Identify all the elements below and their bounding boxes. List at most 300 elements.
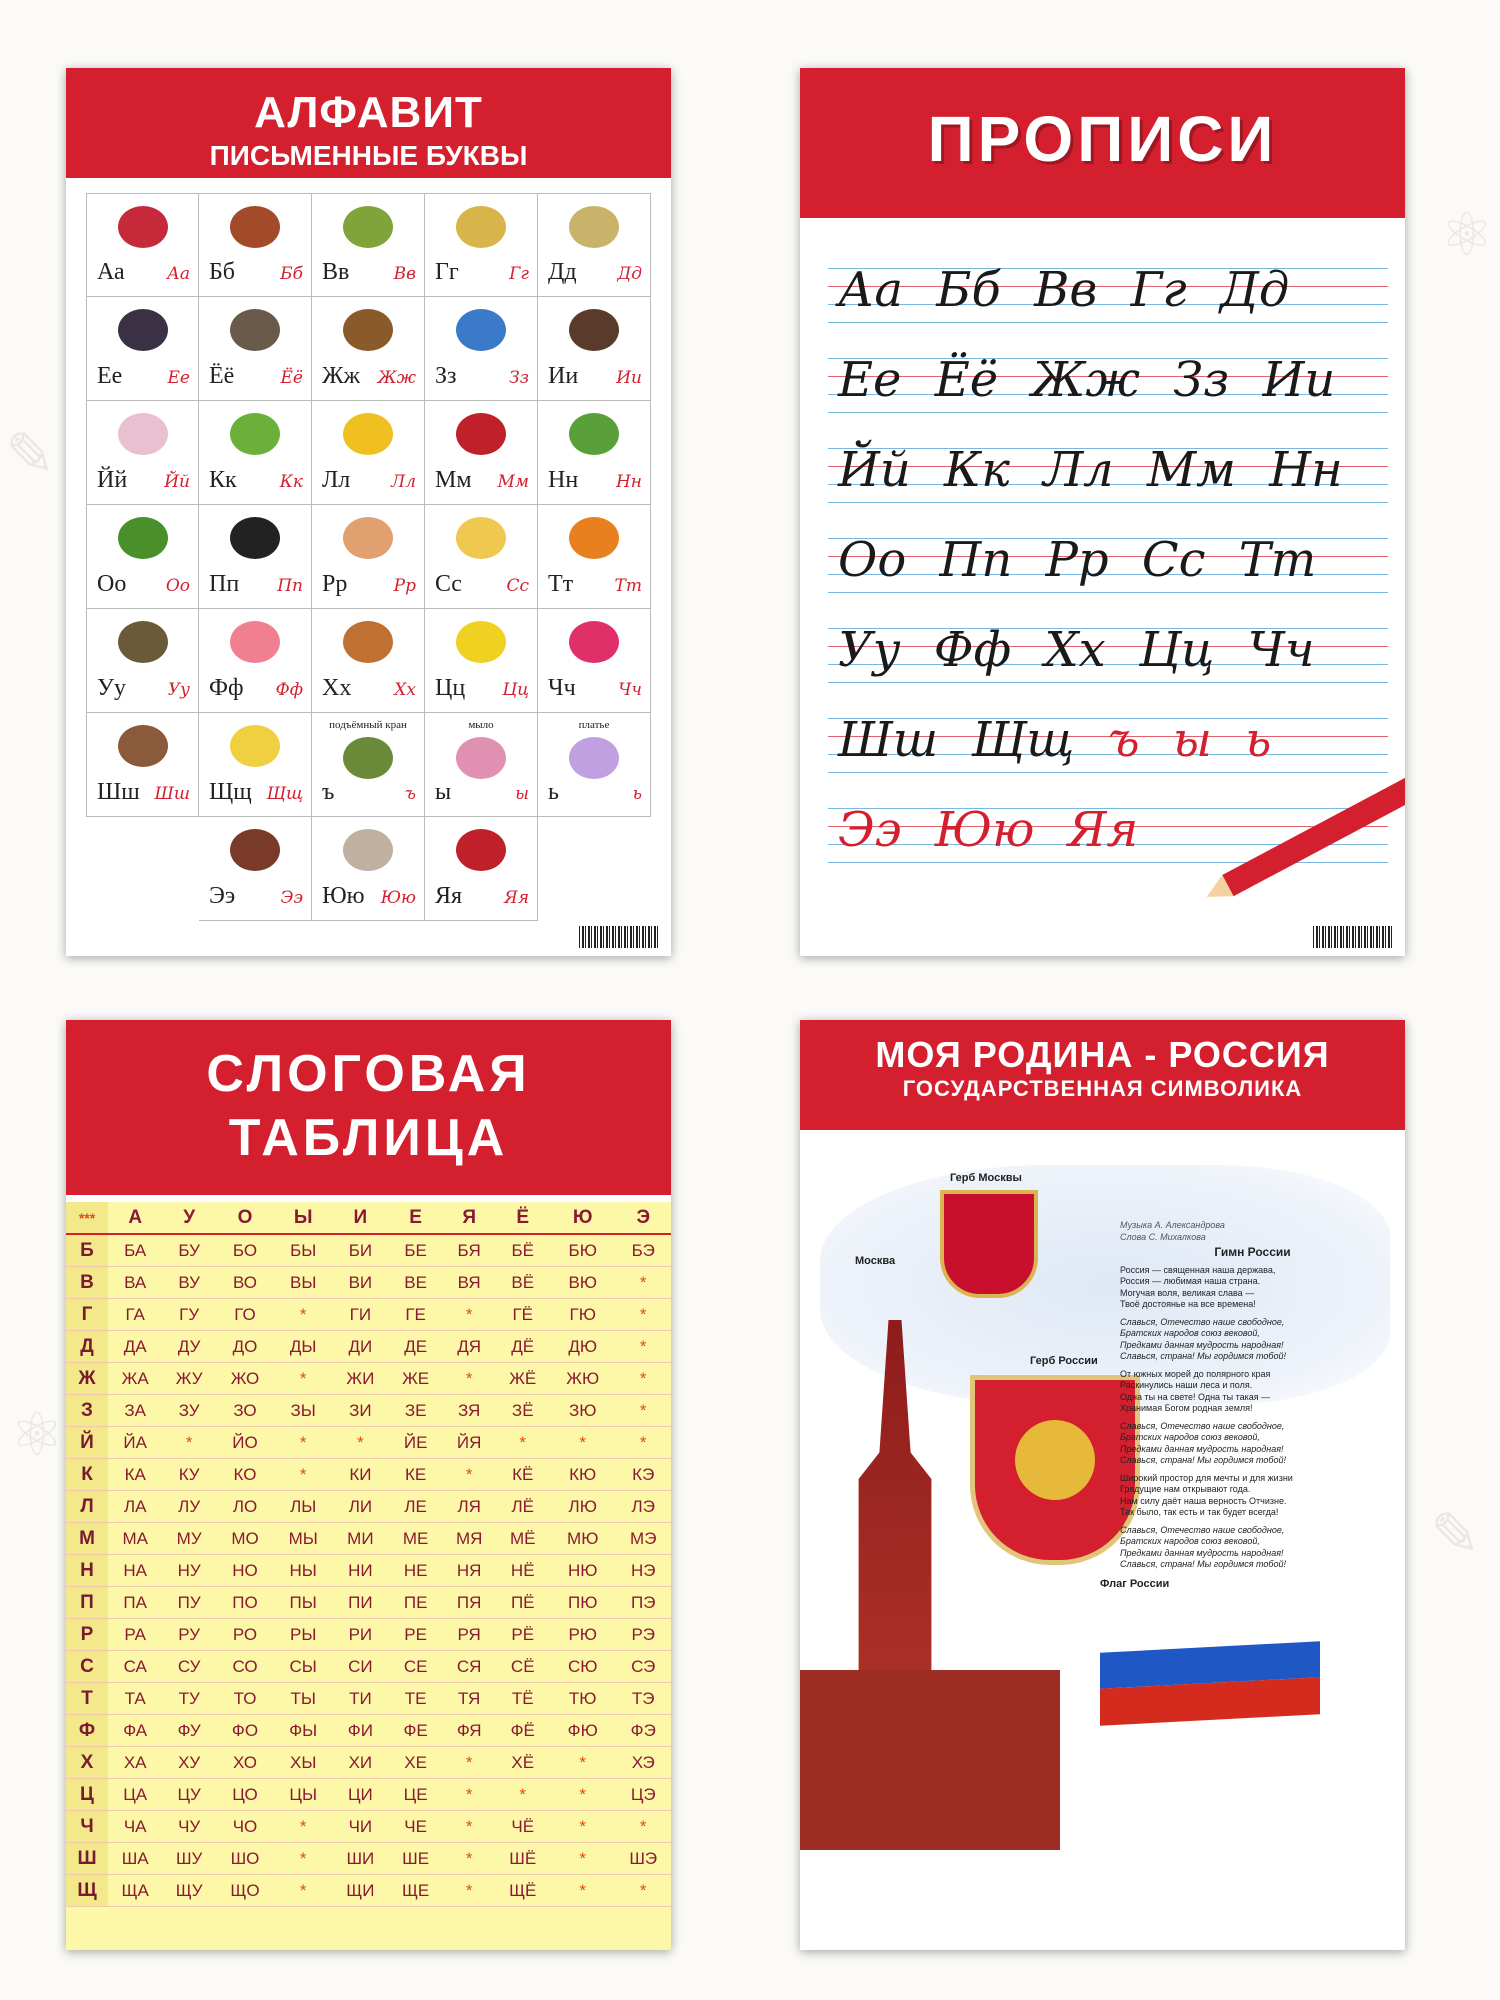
script-letter: ы	[515, 784, 529, 804]
syllable-cell: *	[550, 1811, 616, 1843]
syllable-cell: ЦИ	[332, 1779, 388, 1811]
syllable-cell: ЙЯ	[443, 1427, 496, 1459]
syllable-cell: ШИ	[332, 1843, 388, 1875]
syllable-cell: СО	[216, 1651, 274, 1683]
cursive-pair: Ее	[838, 352, 902, 408]
script-letter: Тт	[614, 576, 642, 596]
printed-letter: Оо	[97, 571, 127, 597]
syllable-title-line2: ТАБЛИЦА	[228, 1109, 509, 1167]
syllable-cell: ЗЮ	[550, 1395, 616, 1427]
syllable-cell: ХА	[108, 1747, 162, 1779]
syllable-cell: ЗО	[216, 1395, 274, 1427]
syllable-header-cell: Я	[443, 1202, 496, 1234]
script-letter: Сс	[506, 576, 529, 596]
cursive-letters	[838, 532, 1316, 588]
syllable-cell: МУ	[162, 1523, 216, 1555]
syllable-cell: РИ	[332, 1619, 388, 1651]
syllable-cell: КЭ	[615, 1459, 671, 1491]
cursive-pair: ь	[1245, 712, 1272, 768]
syllable-cell: ХУ	[162, 1747, 216, 1779]
syllable-header-cell: Е	[388, 1202, 442, 1234]
cursive-pair: Дд	[1219, 262, 1290, 318]
script-letter: Лл	[390, 472, 416, 492]
syllable-cell: МЮ	[550, 1523, 616, 1555]
anthem-stanza: Широкий простор для мечты и для жизни Грядущие нам открывают года. Нам силу даёт наша верность Отчизне. Так было, так есть и так будет всегда!	[1120, 1472, 1293, 1517]
syllable-cell: ФА	[108, 1715, 162, 1747]
printed-letter: Пп	[209, 571, 240, 597]
letter-picture	[343, 829, 393, 871]
syllable-cell: ЖЕ	[388, 1363, 442, 1395]
syllable-header-cell: ***	[66, 1202, 108, 1234]
cursive-pair: Бб	[936, 262, 1001, 318]
script-letter: Бб	[280, 264, 303, 284]
alphabet-subtitle: ПИСЬМЕННЫЕ БУКВЫ	[209, 140, 528, 171]
word-caption: мыло	[468, 719, 494, 731]
syllable-cell: ДЮ	[550, 1331, 616, 1363]
printed-letter: Йй	[97, 467, 128, 493]
syllable-cell: КА	[108, 1459, 162, 1491]
syllable-cell: НЁ	[496, 1555, 550, 1587]
syllable-cell: ЦЭ	[615, 1779, 671, 1811]
syllable-cell: ХИ	[332, 1747, 388, 1779]
syllable-cell: *	[443, 1299, 496, 1331]
alphabet-grid	[86, 193, 651, 921]
syllable-cell: ПЕ	[388, 1587, 442, 1619]
russia-coat-of-arms	[970, 1375, 1140, 1565]
syllable-cell: БЮ	[550, 1234, 616, 1267]
syllable-cell: ВЫ	[274, 1267, 332, 1299]
syllable-cell: ДУ	[162, 1331, 216, 1363]
letter-cell	[425, 817, 538, 921]
letter-cell	[86, 609, 199, 713]
syllable-cell: ЛЁ	[496, 1491, 550, 1523]
syllable-cell: *	[615, 1267, 671, 1299]
script-letter: Жж	[377, 368, 416, 388]
script-letter: Ее	[167, 368, 190, 388]
consonant-cell: Ц	[66, 1779, 108, 1811]
syllable-cell: *	[615, 1331, 671, 1363]
ruled-line	[828, 862, 1388, 863]
script-letter: Аа	[166, 264, 190, 284]
syllable-cell: *	[443, 1747, 496, 1779]
script-letter: Ээ	[280, 888, 303, 908]
syllable-cell: МЕ	[388, 1523, 442, 1555]
syllable-cell: БО	[216, 1234, 274, 1267]
script-letter: Йй	[164, 472, 190, 492]
syllable-cell: ХЕ	[388, 1747, 442, 1779]
letter-picture	[118, 621, 168, 663]
syllable-cell: ХЫ	[274, 1747, 332, 1779]
syllable-cell: ШО	[216, 1843, 274, 1875]
letter-cell	[425, 401, 538, 505]
homeland-poster	[800, 1020, 1405, 1950]
syllable-cell: ЦЕ	[388, 1779, 442, 1811]
anthem-stanza: Славься, Отечество наше свободное, Братских народов союз вековой, Предками данная мудрость народная! Славься, страна! Мы гордимся тобой!	[1120, 1420, 1286, 1465]
syllable-cell: ПЮ	[550, 1587, 616, 1619]
letter-picture	[343, 206, 393, 248]
handwriting-row	[828, 348, 1388, 414]
script-letter: Кк	[279, 472, 303, 492]
cursive-pair: Юю	[934, 802, 1035, 858]
letter-picture	[230, 621, 280, 663]
printed-letter: Ёё	[209, 363, 235, 389]
alphabet-poster	[66, 68, 671, 956]
letter-picture	[569, 206, 619, 248]
script-letter: Оо	[165, 576, 190, 596]
printed-letter: ь	[548, 779, 559, 805]
anthem-text	[1120, 1220, 1385, 1577]
syllable-cell: ВО	[216, 1267, 274, 1299]
syllable-cell: ХО	[216, 1747, 274, 1779]
printed-letter: Сс	[435, 571, 462, 597]
script-letter: Цц	[502, 680, 529, 700]
letter-picture	[230, 206, 280, 248]
handwriting-row	[828, 528, 1388, 594]
syllable-cell: КЁ	[496, 1459, 550, 1491]
script-letter: Вв	[393, 264, 416, 284]
syllable-cell: *	[443, 1843, 496, 1875]
syllable-cell: ЧА	[108, 1811, 162, 1843]
syllable-cell: ЗЕ	[388, 1395, 442, 1427]
syllable-cell: ШЕ	[388, 1843, 442, 1875]
syllable-cell: ЩЕ	[388, 1875, 442, 1907]
syllable-cell: ЛИ	[332, 1491, 388, 1523]
cursive-pair: Ээ	[838, 802, 902, 858]
cursive-pair: Хх	[1044, 622, 1106, 678]
cursive-pair: Щщ	[971, 712, 1075, 768]
letter-cell	[199, 193, 312, 297]
script-letter: Уу	[167, 680, 190, 700]
printed-letter: Фф	[209, 675, 244, 701]
letter-cell	[199, 505, 312, 609]
syllable-cell: БА	[108, 1234, 162, 1267]
cursive-pair: Йй	[838, 442, 911, 498]
syllable-cell: СЫ	[274, 1651, 332, 1683]
syllable-cell: КИ	[332, 1459, 388, 1491]
eagle-icon	[1015, 1420, 1095, 1500]
syllable-cell: *	[615, 1299, 671, 1331]
handwriting-row	[828, 258, 1388, 324]
syllable-cell: ФО	[216, 1715, 274, 1747]
letter-picture	[118, 413, 168, 455]
script-letter: Гг	[509, 264, 529, 284]
consonant-cell: Й	[66, 1427, 108, 1459]
syllable-cell: ЧУ	[162, 1811, 216, 1843]
syllable-cell: *	[274, 1875, 332, 1907]
syllable-cell: ЛЯ	[443, 1491, 496, 1523]
syllable-cell: БЯ	[443, 1234, 496, 1267]
syllable-cell: СЮ	[550, 1651, 616, 1683]
syllable-cell: РЕ	[388, 1619, 442, 1651]
syllable-cell: ТЫ	[274, 1683, 332, 1715]
syllable-cell: ЖУ	[162, 1363, 216, 1395]
script-letter: Яя	[504, 888, 529, 908]
printed-letter: Мм	[435, 467, 472, 493]
syllable-cell: БУ	[162, 1234, 216, 1267]
syllable-cell: НЯ	[443, 1555, 496, 1587]
cursive-pair: Нн	[1269, 442, 1343, 498]
propisi-title: ПРОПИСИ	[927, 103, 1278, 175]
cursive-pair: Уу	[838, 622, 901, 678]
printed-letter: Вв	[322, 259, 350, 285]
script-letter: Рр	[393, 576, 416, 596]
letter-cell	[425, 297, 538, 401]
letter-picture	[343, 737, 393, 779]
syllable-cell: МЁ	[496, 1523, 550, 1555]
syllable-cell: БЕ	[388, 1234, 442, 1267]
syllable-cell: ВЮ	[550, 1267, 616, 1299]
syllable-cell: ГО	[216, 1299, 274, 1331]
letter-picture	[343, 309, 393, 351]
letter-picture	[230, 829, 280, 871]
syllable-cell: ЦЫ	[274, 1779, 332, 1811]
syllable-cell: СЯ	[443, 1651, 496, 1683]
anthem-stanza: Россия — священная наша держава, Россия — любимая наша страна. Могучая воля, великая слава — Твоё достоянье на все времена!	[1120, 1264, 1276, 1309]
letter-picture	[456, 517, 506, 559]
script-letter: Нн	[615, 472, 642, 492]
syllable-cell: *	[443, 1459, 496, 1491]
syllable-cell: ФЭ	[615, 1715, 671, 1747]
syllable-cell: ЗИ	[332, 1395, 388, 1427]
cursive-letters	[838, 622, 1315, 678]
printed-letter: Цц	[435, 675, 466, 701]
cursive-pair: Цц	[1139, 622, 1215, 678]
letter-cell	[199, 297, 312, 401]
syllable-cell: ШЁ	[496, 1843, 550, 1875]
script-letter: Чч	[618, 680, 642, 700]
syllable-cell: ФУ	[162, 1715, 216, 1747]
letter-cell	[425, 609, 538, 713]
cursive-pair: Вв	[1034, 262, 1098, 318]
letter-cell	[86, 401, 199, 505]
syllable-cell: НЕ	[388, 1555, 442, 1587]
handwriting-row	[828, 708, 1388, 774]
letter-picture	[230, 413, 280, 455]
printed-letter: Аа	[97, 259, 125, 285]
syllable-cell: *	[274, 1363, 332, 1395]
consonant-cell: Б	[66, 1234, 108, 1267]
syllable-cell: ФЁ	[496, 1715, 550, 1747]
letter-cell	[538, 401, 651, 505]
syllable-cell: ЛЕ	[388, 1491, 442, 1523]
syllable-cell: ПЭ	[615, 1587, 671, 1619]
letter-cell	[199, 713, 312, 817]
script-letter: Щщ	[266, 784, 303, 804]
syllable-cell: ЛА	[108, 1491, 162, 1523]
syllable-poster	[66, 1020, 671, 1950]
script-letter: Хх	[394, 680, 416, 700]
consonant-cell: Н	[66, 1555, 108, 1587]
syllable-cell: НЮ	[550, 1555, 616, 1587]
syllable-cell: ДИ	[332, 1331, 388, 1363]
syllable-cell: ХЭ	[615, 1747, 671, 1779]
syllable-cell: ПЯ	[443, 1587, 496, 1619]
consonant-cell: С	[66, 1651, 108, 1683]
syllable-cell: *	[615, 1363, 671, 1395]
syllable-cell: ЙО	[216, 1427, 274, 1459]
syllable-cell: ПЁ	[496, 1587, 550, 1619]
syllable-cell: ЖО	[216, 1363, 274, 1395]
ruled-line	[828, 682, 1388, 683]
printed-letter: Нн	[548, 467, 579, 493]
syllable-cell: *	[550, 1779, 616, 1811]
consonant-cell: Л	[66, 1491, 108, 1523]
script-letter: Зз	[509, 368, 529, 388]
syllable-cell: СЁ	[496, 1651, 550, 1683]
syllable-header-cell: А	[108, 1202, 162, 1234]
syllable-cell: ПО	[216, 1587, 274, 1619]
cursive-letters	[838, 802, 1138, 858]
syllable-cell: НИ	[332, 1555, 388, 1587]
syllable-cell: БЁ	[496, 1234, 550, 1267]
script-letter: Мм	[497, 472, 529, 492]
letter-cell	[312, 817, 425, 921]
syllable-cell: ФЮ	[550, 1715, 616, 1747]
printed-letter: Юю	[322, 883, 365, 909]
background-doodle: ✎	[1430, 1500, 1481, 1570]
syllable-cell: ЧЁ	[496, 1811, 550, 1843]
syllable-cell: НУ	[162, 1555, 216, 1587]
moscow-coa-label: Герб Москвы	[950, 1172, 1022, 1184]
syllable-cell: МА	[108, 1523, 162, 1555]
syllable-cell: ТЮ	[550, 1683, 616, 1715]
syllable-cell: *	[274, 1427, 332, 1459]
syllable-table	[66, 1202, 671, 1950]
letter-picture	[456, 737, 506, 779]
syllable-cell: МЭ	[615, 1523, 671, 1555]
syllable-cell: ГЁ	[496, 1299, 550, 1331]
syllable-cell: ЗЫ	[274, 1395, 332, 1427]
cursive-pair: Рр	[1045, 532, 1109, 588]
cursive-pair: Оо	[838, 532, 907, 588]
letter-cell	[312, 297, 425, 401]
cursive-pair: Ёё	[934, 352, 999, 408]
anthem-authors: Музыка А. Александрова Слова С. Михалкова	[1120, 1220, 1225, 1242]
cursive-pair: Лл	[1043, 442, 1114, 498]
syllable-cell: СИ	[332, 1651, 388, 1683]
syllable-cell: ВУ	[162, 1267, 216, 1299]
syllable-cell: МЯ	[443, 1523, 496, 1555]
homeland-banner	[800, 1020, 1405, 1130]
syllable-cell: ДА	[108, 1331, 162, 1363]
background-doodle: ⚛	[1440, 200, 1494, 270]
syllable-cell: РО	[216, 1619, 274, 1651]
barcode	[1313, 926, 1393, 948]
syllable-cell: *	[615, 1811, 671, 1843]
consonant-cell: Ж	[66, 1363, 108, 1395]
syllable-cell: ША	[108, 1843, 162, 1875]
syllable-cell: ПИ	[332, 1587, 388, 1619]
syllable-cell: ДЯ	[443, 1331, 496, 1363]
syllable-cell: ДО	[216, 1331, 274, 1363]
syllable-cell: РЮ	[550, 1619, 616, 1651]
anthem-title: Гимн России	[1214, 1245, 1291, 1259]
script-letter: Ёё	[280, 368, 303, 388]
letter-cell	[425, 713, 538, 817]
alphabet-title: АЛФАВИТ	[254, 88, 483, 137]
printed-letter: Тт	[548, 571, 574, 597]
printed-letter: ы	[435, 779, 452, 805]
syllable-cell: ЗУ	[162, 1395, 216, 1427]
background-doodle: ✎	[5, 420, 56, 490]
cursive-letters	[838, 262, 1289, 318]
script-letter: ь	[632, 784, 642, 804]
letter-cell	[199, 609, 312, 713]
printed-letter: Лл	[322, 467, 351, 493]
syllable-cell: *	[615, 1875, 671, 1907]
syllable-cell: ФИ	[332, 1715, 388, 1747]
cursive-pair: Сс	[1141, 532, 1206, 588]
anthem-stanza: Славься, Отечество наше свободное, Братских народов союз вековой, Предками данная мудрость народная! Славься, страна! Мы гордимся тобой!	[1120, 1524, 1286, 1569]
syllable-cell: ФЯ	[443, 1715, 496, 1747]
letter-picture	[343, 413, 393, 455]
syllable-cell: *	[274, 1459, 332, 1491]
syllable-cell: РУ	[162, 1619, 216, 1651]
syllable-title-line1: СЛОГОВАЯ	[206, 1045, 531, 1103]
syllable-header-cell: Э	[615, 1202, 671, 1234]
letter-cell	[312, 505, 425, 609]
cursive-pair: Ии	[1262, 352, 1336, 408]
syllable-cell: ЖЁ	[496, 1363, 550, 1395]
letter-cell	[425, 505, 538, 609]
syllable-cell: ПА	[108, 1587, 162, 1619]
consonant-cell: Р	[66, 1619, 108, 1651]
syllable-cell: ВЯ	[443, 1267, 496, 1299]
syllable-cell: *	[443, 1779, 496, 1811]
consonant-cell: П	[66, 1587, 108, 1619]
letter-cell	[312, 609, 425, 713]
empty-cell	[86, 817, 199, 921]
printed-letter: Кк	[209, 467, 237, 493]
syllable-cell: СЕ	[388, 1651, 442, 1683]
syllable-cell: ВИ	[332, 1267, 388, 1299]
cursive-pair: Жж	[1031, 352, 1140, 408]
syllable-cell: ЗА	[108, 1395, 162, 1427]
syllable-cell: НО	[216, 1555, 274, 1587]
syllable-cell: ЧО	[216, 1811, 274, 1843]
syllable-cell: РЫ	[274, 1619, 332, 1651]
letter-picture	[569, 621, 619, 663]
anthem-stanzas	[1120, 1265, 1385, 1571]
anthem-stanza: Славься, Отечество наше свободное, Братских народов союз вековой, Предками данная мудрость народная! Славься, страна! Мы гордимся тобой!	[1120, 1316, 1286, 1361]
syllable-cell: ШЭ	[615, 1843, 671, 1875]
syllable-cell: ЛЭ	[615, 1491, 671, 1523]
syllable-cell: ГИ	[332, 1299, 388, 1331]
syllable-cell: ВЁ	[496, 1267, 550, 1299]
syllable-cell: ХЁ	[496, 1747, 550, 1779]
letter-picture	[343, 517, 393, 559]
syllable-banner	[66, 1020, 671, 1195]
cursive-pair: ы	[1172, 712, 1212, 768]
syllable-cell: КЕ	[388, 1459, 442, 1491]
syllable-cell: ГУ	[162, 1299, 216, 1331]
syllable-cell: СЭ	[615, 1651, 671, 1683]
anthem-stanza: От южных морей до полярного края Раскинулись наши леса и поля. Одна ты на свете! Одна ты такая — Хранимая Богом родная земля!	[1120, 1368, 1271, 1413]
syllable-cell: СА	[108, 1651, 162, 1683]
syllable-cell: ТЯ	[443, 1683, 496, 1715]
syllable-cell: ДЁ	[496, 1331, 550, 1363]
syllable-cell: ЛУ	[162, 1491, 216, 1523]
cursive-pair: Гг	[1130, 262, 1187, 318]
letter-picture	[456, 413, 506, 455]
syllable-cell: *	[443, 1811, 496, 1843]
consonant-cell: Щ	[66, 1875, 108, 1907]
printed-letter: Уу	[97, 675, 126, 701]
syllable-cell: КУ	[162, 1459, 216, 1491]
homeland-subtitle: ГОСУДАРСТВЕННАЯ СИМВОЛИКА	[902, 1076, 1303, 1101]
printed-letter: Гг	[435, 259, 459, 285]
syllable-cell: *	[550, 1843, 616, 1875]
